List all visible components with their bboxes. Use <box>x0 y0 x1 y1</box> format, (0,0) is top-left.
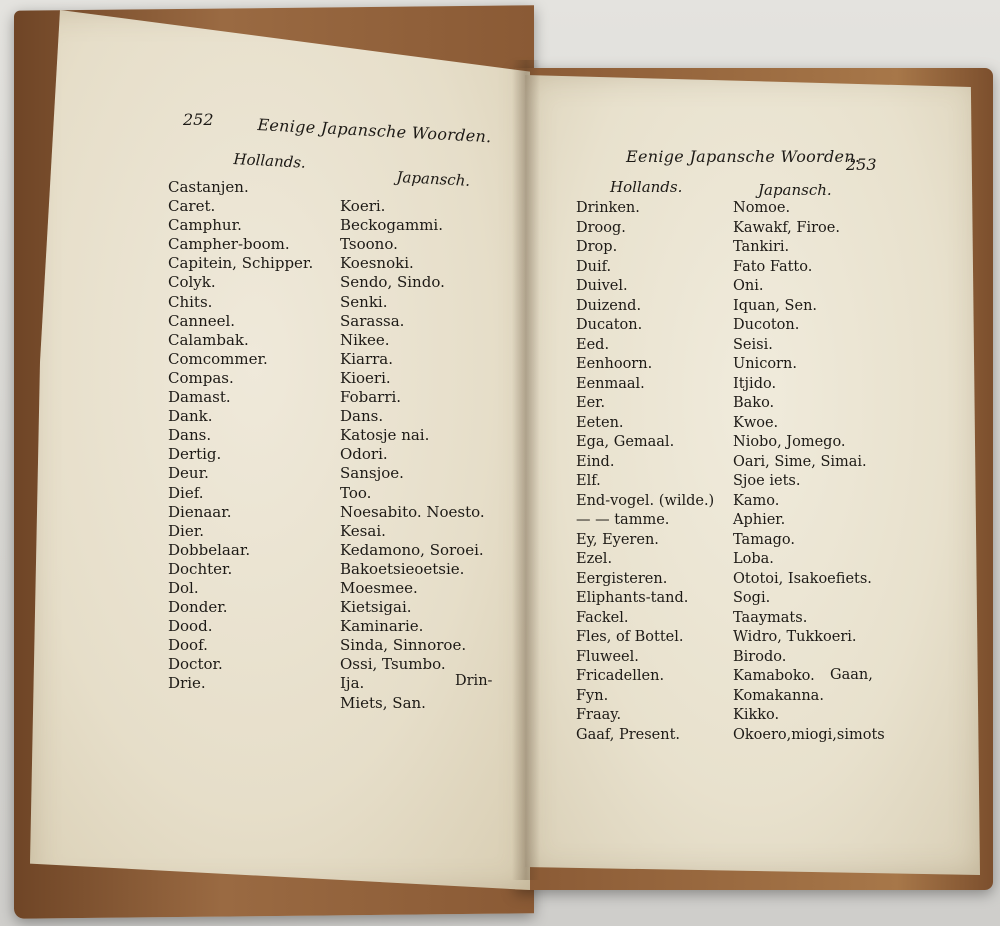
japanese-word: Kwoe. <box>733 414 779 431</box>
dutch-word: Fluweel. <box>576 648 639 665</box>
dutch-word: Dertig. <box>168 445 222 464</box>
japanese-word: Tsoono. <box>340 235 398 254</box>
japanese-word: Widro, Tukkoeri. <box>733 629 857 645</box>
dutch-word: Fackel. <box>576 609 629 626</box>
japanese-word: Nikee. <box>340 330 390 349</box>
dutch-word: Doof. <box>168 636 208 655</box>
right-dutch-column <box>576 199 714 745</box>
japanese-word: Fato Fatto. <box>733 258 813 275</box>
dutch-word: Dochter. <box>168 559 233 578</box>
japanese-word: Noesabito. Noesto. <box>340 502 485 521</box>
book-gutter <box>512 60 540 880</box>
japanese-word: Sjoe iets. <box>733 473 801 489</box>
japanese-word: Aphier. <box>733 512 786 528</box>
dutch-word: Fyn. <box>576 687 609 704</box>
dutch-word: Drop. <box>576 239 618 255</box>
japanese-word: Okoero,miogi,simots <box>733 726 885 743</box>
dutch-word: Colyk. <box>168 273 216 292</box>
japanese-word: Komakanna. <box>733 687 824 704</box>
left-col-japanese-heading: Japansch. <box>396 168 471 190</box>
japanese-word: Birodo. <box>733 648 787 665</box>
japanese-word: Taaymats. <box>733 609 808 626</box>
dutch-word: Elf. <box>576 473 601 489</box>
dutch-word <box>168 694 313 713</box>
dutch-word: Chits. <box>168 292 213 311</box>
japanese-word: Kiarra. <box>340 349 393 368</box>
right-col-japanese-heading: Japansch. <box>758 181 832 199</box>
japanese-word: Too. <box>340 483 372 502</box>
japanese-word: Itjido. <box>733 375 777 392</box>
dutch-word: Dans. <box>168 426 212 445</box>
dutch-word: Calambak. <box>168 330 249 349</box>
dutch-word: Fles, of Bottel. <box>576 629 684 645</box>
japanese-word: Tankiri. <box>733 239 790 255</box>
dutch-word: Eenhoorn. <box>576 356 653 372</box>
japanese-word: Niobo, Jomego. <box>733 434 846 450</box>
japanese-word: Kioeri. <box>340 368 391 387</box>
dutch-word: — — tamme. <box>576 512 670 528</box>
right-page-header: Eenige Japansche Woorden. <box>626 147 861 166</box>
japanese-word: Sarassa. <box>340 311 405 330</box>
dutch-word: Fricadellen. <box>576 668 665 684</box>
japanese-word: Kietsigai. <box>340 598 412 617</box>
japanese-word: Miets, San. <box>340 693 426 712</box>
left-japanese-column <box>340 178 485 713</box>
japanese-word: Fobarri. <box>340 388 402 407</box>
dutch-word: Duif. <box>576 258 612 275</box>
dutch-word: Comcommer. <box>168 349 268 368</box>
dutch-word: Dobbelaar. <box>168 540 251 559</box>
japanese-word: Seisi. <box>733 336 773 353</box>
japanese-word: Beckogammi. <box>340 216 443 235</box>
japanese-word: Ija. <box>340 674 365 693</box>
dutch-word: Eeten. <box>576 414 624 431</box>
japanese-word: Kedamono, Soroei. <box>340 540 484 559</box>
dutch-word: Eliphants-tand. <box>576 590 689 606</box>
japanese-word: Bako. <box>733 395 775 411</box>
dutch-word: Eer. <box>576 395 606 411</box>
dutch-word: Eergisteren. <box>576 570 668 587</box>
japanese-word: Iquan, Sen. <box>733 297 818 314</box>
right-col-dutch-heading: Hollands. <box>610 178 683 196</box>
japanese-word: Koeri. <box>340 197 386 216</box>
dutch-word: Drie. <box>168 674 206 693</box>
japanese-word: Kamaboko. <box>733 668 815 684</box>
dutch-word: Damast. <box>168 388 231 407</box>
right-catchword: Gaan, <box>830 667 873 683</box>
japanese-word: Kamo. <box>733 492 780 509</box>
right-japanese-column <box>733 199 885 745</box>
left-page-number: 252 <box>183 110 214 129</box>
dutch-word: Ezel. <box>576 551 613 567</box>
dutch-word: Gaaf, Present. <box>576 726 681 743</box>
japanese-word: Katosje nai. <box>340 426 430 445</box>
dutch-word: Dol. <box>168 578 199 597</box>
dutch-word: Fraay. <box>576 707 622 723</box>
dutch-word: Duizend. <box>576 297 642 314</box>
japanese-word: Loba. <box>733 551 774 567</box>
japanese-word: Kikko. <box>733 707 780 723</box>
dutch-word: Dank. <box>168 407 213 426</box>
japanese-word: Sansjoe. <box>340 464 404 483</box>
japanese-word: Kaminarie. <box>340 617 424 636</box>
dutch-word: Drinken. <box>576 200 640 216</box>
japanese-word: Unicorn. <box>733 356 797 372</box>
japanese-word <box>340 178 485 197</box>
japanese-word: Sogi. <box>733 590 771 606</box>
dutch-word: Deur. <box>168 464 209 483</box>
japanese-word: Ossi, Tsumbo. <box>340 655 446 674</box>
japanese-word: Kesai. <box>340 521 386 540</box>
japanese-word: Kawakf, Firoe. <box>733 219 840 236</box>
dutch-word: Campher-boom. <box>168 235 290 254</box>
japanese-word: Ducoton. <box>733 317 800 333</box>
japanese-word: Koesnoki. <box>340 254 414 273</box>
japanese-word: Ototoi, Isakoefiets. <box>733 570 872 587</box>
dutch-word: Eenmaal. <box>576 375 645 392</box>
dutch-word: Dood. <box>168 617 213 636</box>
dutch-word: Camphur. <box>168 216 242 235</box>
dutch-word: Castanjen. <box>168 178 249 196</box>
japanese-word: Tamago. <box>733 531 795 548</box>
dutch-word: Dief. <box>168 483 204 502</box>
dutch-word: Doctor. <box>168 655 223 674</box>
dutch-word: Dienaar. <box>168 502 232 521</box>
japanese-word: Sinda, Sinnoroe. <box>340 636 467 655</box>
dutch-word: Canneel. <box>168 311 236 330</box>
right-page-number: 253 <box>846 155 877 174</box>
dutch-word: Capitein, Schipper. <box>168 254 314 273</box>
dutch-word: Ducaton. <box>576 317 643 333</box>
dutch-word: Ey, Eyeren. <box>576 531 659 548</box>
japanese-word: Dans. <box>340 407 384 426</box>
dutch-word: Duivel. <box>576 278 628 294</box>
japanese-word: Sendo, Sindo. <box>340 273 445 292</box>
left-dutch-column <box>168 178 313 713</box>
dutch-word: Compas. <box>168 368 234 387</box>
dutch-word: Eind. <box>576 453 615 470</box>
dutch-word: Caret. <box>168 197 216 216</box>
dutch-word: Droog. <box>576 219 626 236</box>
dutch-word: Ega, Gemaal. <box>576 434 675 450</box>
japanese-word: Nomoe. <box>733 200 791 216</box>
japanese-word: Moesmee. <box>340 578 418 597</box>
left-page-header: Eenige Japansche Woorden. <box>257 115 492 147</box>
japanese-word: Senki. <box>340 292 388 311</box>
japanese-word: Oni. <box>733 278 764 294</box>
left-catchword: Drin- <box>455 673 493 689</box>
japanese-word: Bakoetsieoetsie. <box>340 559 465 578</box>
left-col-dutch-heading: Hollands. <box>233 150 307 172</box>
japanese-word: Oari, Sime, Simai. <box>733 453 867 470</box>
dutch-word: Eed. <box>576 336 610 353</box>
dutch-word: Donder. <box>168 598 228 617</box>
japanese-word: Odori. <box>340 445 388 464</box>
dutch-word: Dier. <box>168 521 204 540</box>
dutch-word: End-vogel. (wilde.) <box>576 492 715 509</box>
